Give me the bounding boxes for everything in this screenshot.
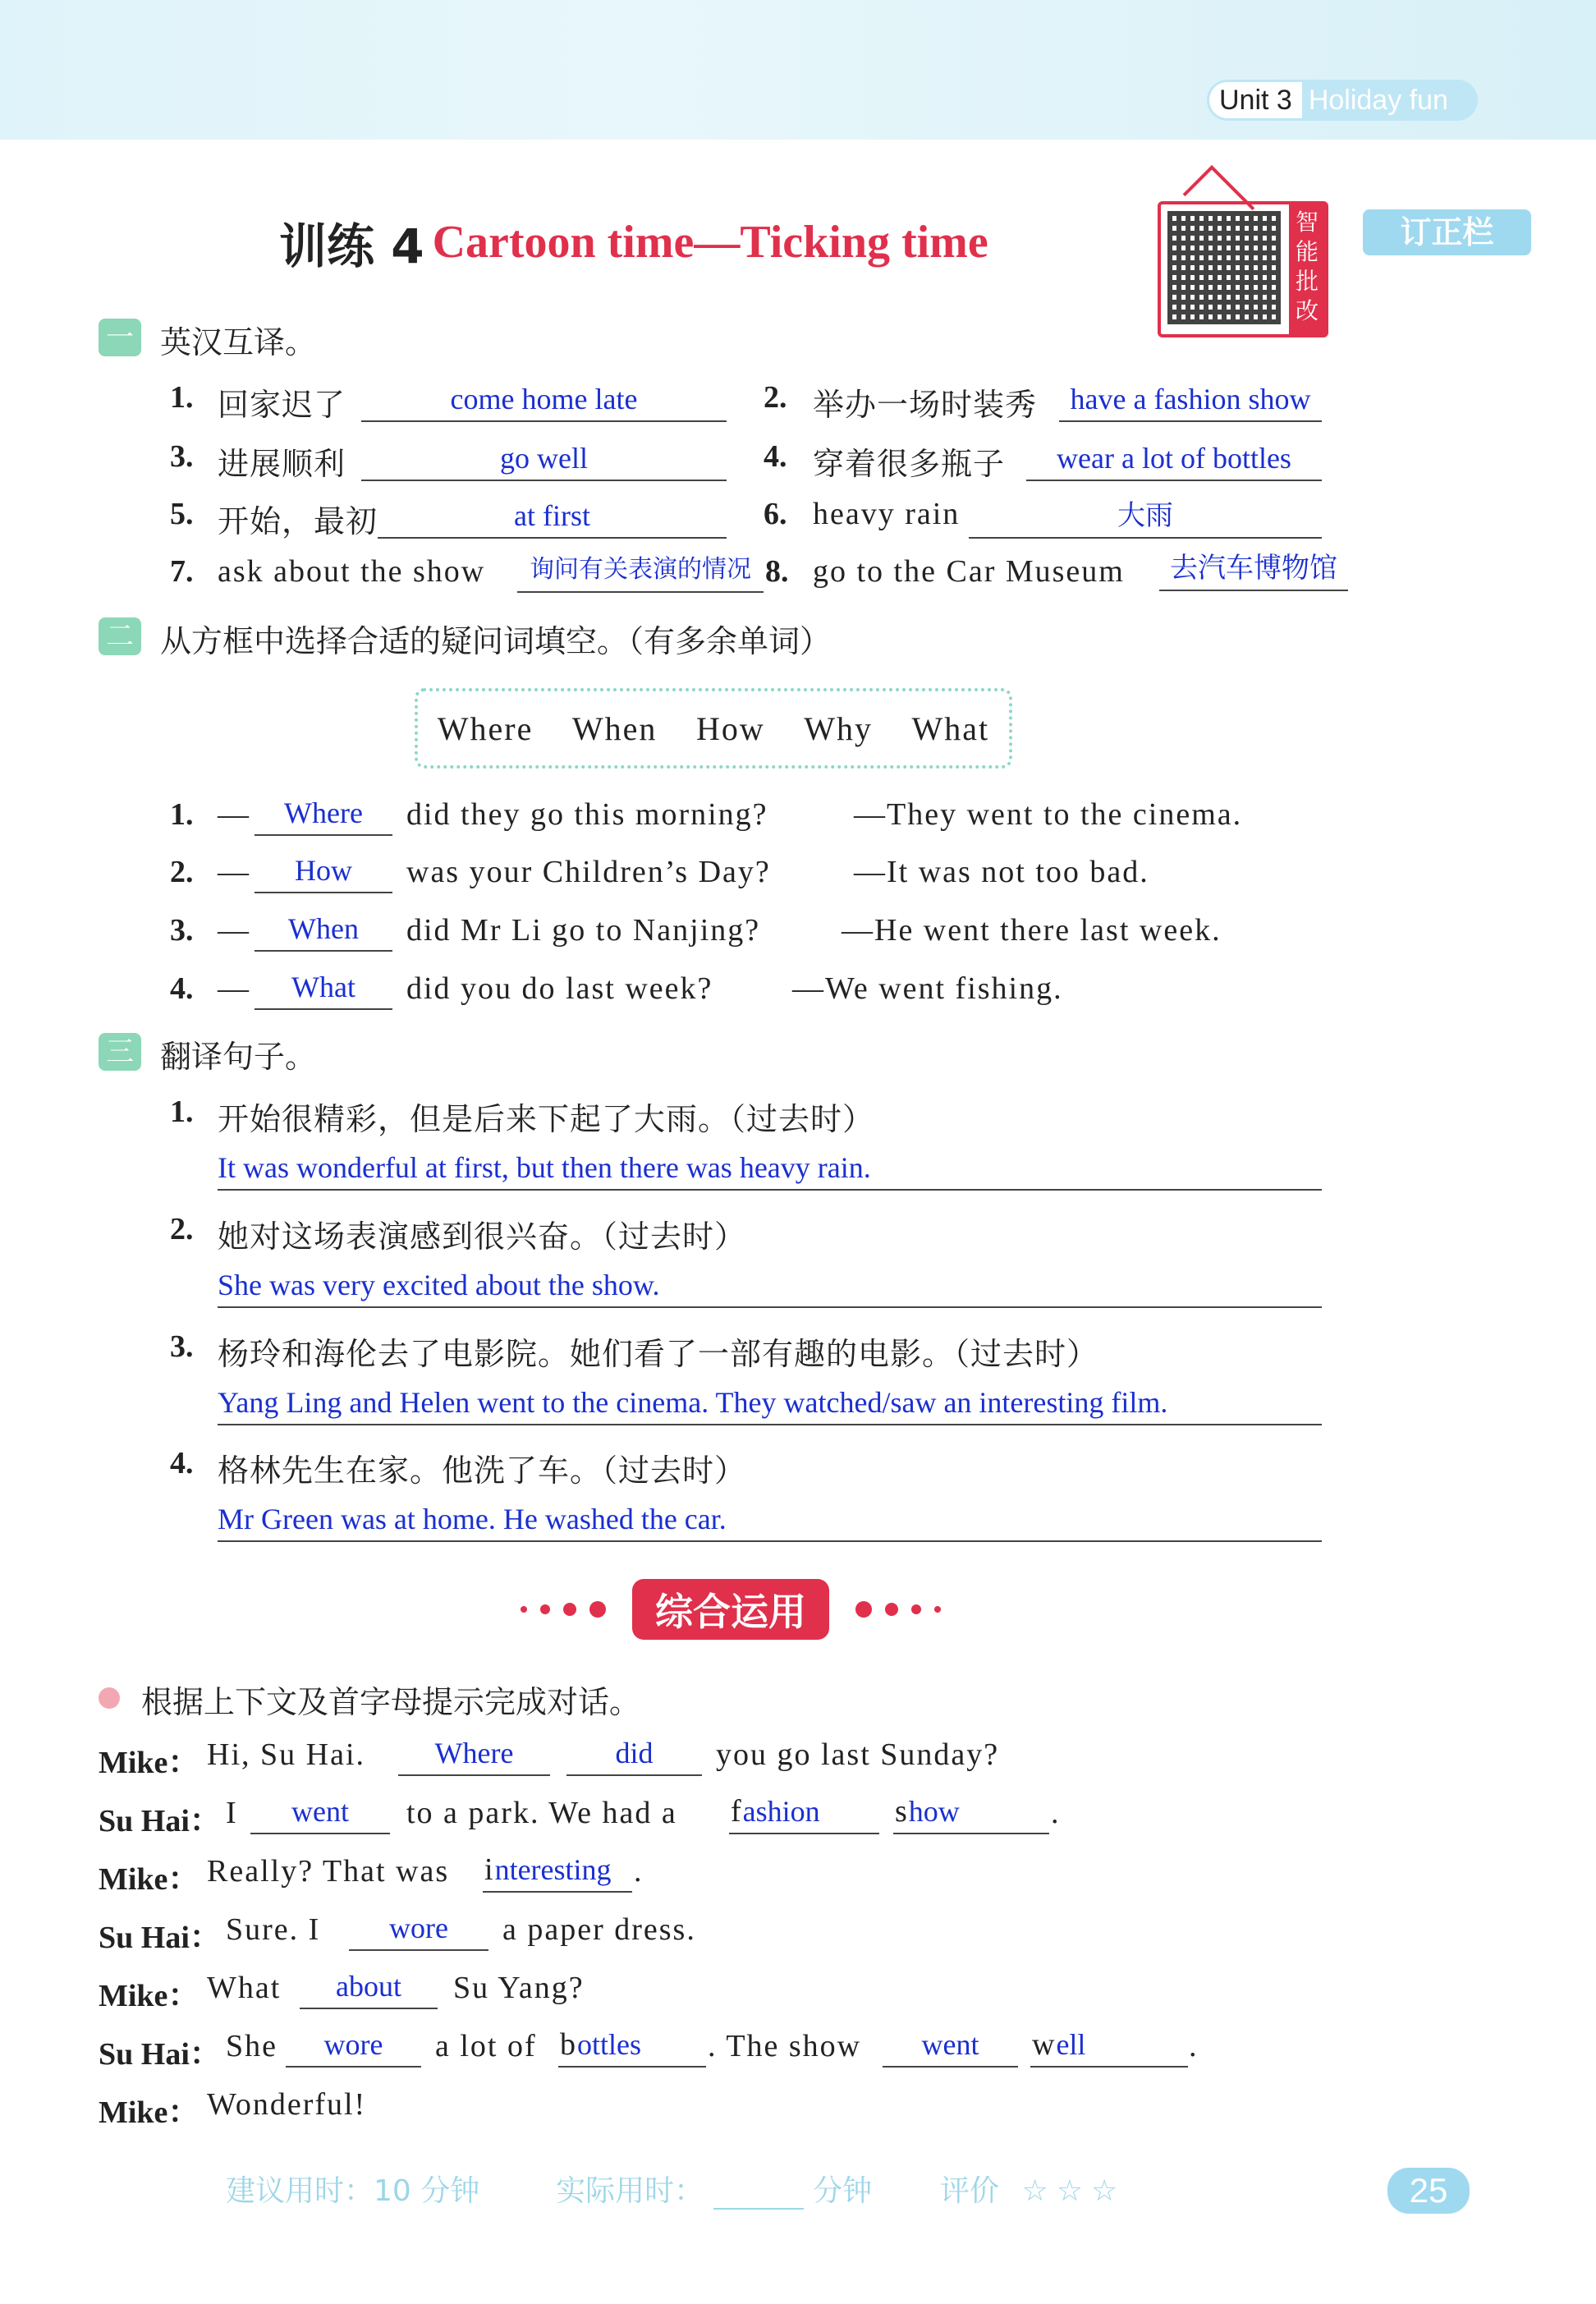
- item-question: did Mr Li go to Nanjing?: [406, 913, 761, 948]
- answer-text: have a fashion show: [1070, 383, 1311, 415]
- answer-blank[interactable]: [517, 552, 764, 593]
- item-question: go to the Car Museum: [813, 554, 1125, 589]
- item-number: 2.: [764, 380, 787, 415]
- minute-label: 分钟: [813, 2174, 873, 2208]
- dialogue-text: .: [1189, 2029, 1199, 2063]
- answer-blank[interactable]: [255, 795, 392, 836]
- item-number: 7.: [170, 554, 194, 589]
- answer-blank[interactable]: [558, 2026, 706, 2068]
- answer-line[interactable]: [218, 1501, 1322, 1542]
- answer-blank[interactable]: [361, 440, 727, 481]
- dialogue-text: . The show: [708, 2029, 862, 2063]
- dialogue-text: to a park. We had a: [406, 1796, 677, 1830]
- answer-blank[interactable]: [250, 1793, 390, 1834]
- section-banner: [427, 1581, 1034, 1638]
- dialogue-text: She: [226, 2029, 277, 2063]
- item-number: 5.: [170, 497, 194, 531]
- decor-dot: [540, 1604, 550, 1614]
- answer-text: When: [288, 912, 359, 945]
- item-number: 1.: [170, 797, 194, 832]
- item-question: did they go this morning?: [406, 797, 768, 832]
- word-option: When: [571, 709, 658, 747]
- dialogue-text: a paper dress.: [502, 1912, 696, 1947]
- item-reply: —They went to the cinema.: [854, 797, 1243, 832]
- item-dash: —: [218, 971, 250, 1006]
- item-question: heavy rain: [813, 497, 961, 531]
- answer-blank[interactable]: [1026, 440, 1322, 481]
- answer-text: 询问有关表演的情况: [530, 555, 751, 584]
- answer-blank[interactable]: [969, 498, 1322, 539]
- item-question: did you do last week?: [406, 971, 713, 1006]
- title-prefix: 训练 4: [279, 218, 424, 274]
- answer-text: 大雨: [1117, 499, 1173, 532]
- hint-letter: i: [484, 1852, 495, 1887]
- answer-text: wear a lot of bottles: [1057, 442, 1291, 475]
- section-title: 从方框中选择合适的疑问词填空。（有多余单词）: [160, 623, 832, 659]
- answer-blank[interactable]: [361, 381, 727, 422]
- word-option: How: [695, 709, 765, 747]
- speaker-name: Mike：: [99, 2095, 200, 2130]
- item-number: 3.: [170, 913, 194, 948]
- speaker-name: Mike：: [99, 1862, 200, 1897]
- unit-title: Holiday fun: [1308, 84, 1448, 116]
- answer-blank[interactable]: [1159, 550, 1348, 591]
- item-number: 6.: [764, 497, 787, 531]
- dialogue-text: Sure. I: [226, 1912, 321, 1947]
- item-question: 格林先生在家。他洗了车。（过去时）: [218, 1453, 747, 1489]
- answer-blank[interactable]: [255, 969, 392, 1010]
- item-question: 举办一场时装秀: [813, 387, 1038, 423]
- hint-letter: f: [731, 1794, 743, 1829]
- answer-blank[interactable]: [300, 1968, 438, 2009]
- item-number: 3.: [170, 439, 194, 474]
- suggested-time: 建议用时：10 分钟: [226, 2174, 480, 2208]
- answer-line[interactable]: [218, 1384, 1322, 1425]
- word-option: What: [911, 709, 990, 747]
- decor-dot: [855, 1601, 872, 1618]
- answer-blank[interactable]: [483, 1852, 632, 1893]
- unit-tag: [1207, 80, 1478, 121]
- answer-text: about: [336, 1970, 401, 2003]
- answer-text: go well: [500, 442, 588, 475]
- rating-stars[interactable]: ☆☆☆: [1021, 2174, 1126, 2208]
- answer-text: went: [921, 2028, 979, 2061]
- answer-text: She was very excited about the show.: [218, 1269, 660, 1301]
- item-number: 4.: [764, 439, 787, 474]
- answer-text: Mr Green was at home. He washed the car.: [218, 1503, 727, 1535]
- dialogue-text: .: [634, 1854, 644, 1889]
- section-number-icon: 二: [99, 617, 141, 655]
- bullet-icon: [99, 1687, 120, 1709]
- item-number: 4.: [170, 971, 194, 1006]
- dialogue-text: you go last Sunday?: [716, 1737, 1000, 1772]
- decor-dot: [934, 1606, 941, 1613]
- speaker-name: Su Hai：: [99, 1921, 221, 1955]
- answer-text: come home late: [450, 383, 638, 415]
- answer-blank[interactable]: [255, 911, 392, 952]
- answer-blank[interactable]: [566, 1735, 702, 1776]
- answer-text: Where: [284, 796, 363, 829]
- word-option: Why: [804, 709, 874, 747]
- item-number: 8.: [765, 554, 789, 589]
- section-title: 翻译句子。: [160, 1039, 317, 1075]
- answer-text: wore: [323, 2028, 383, 2061]
- item-reply: —It was not too bad.: [854, 855, 1149, 889]
- dialogue-text: Really? That was: [207, 1854, 450, 1889]
- speaker-name: Mike：: [99, 1746, 200, 1780]
- decor-dot: [589, 1601, 606, 1618]
- hint-letter: b: [560, 2027, 577, 2062]
- answer-text: 去汽车博物馆: [1170, 552, 1337, 585]
- decor-dot: [521, 1606, 527, 1613]
- section-number-icon: 三: [99, 1033, 141, 1071]
- item-question: 她对这场表演感到很兴奋。（过去时）: [218, 1219, 747, 1255]
- section-title: 英汉互译。: [160, 324, 317, 360]
- answer-text: How: [295, 854, 352, 887]
- answer-blank[interactable]: [349, 1910, 488, 1951]
- title-main: Cartoon time—Ticking time: [432, 217, 988, 268]
- item-question: 开始，最初: [218, 503, 378, 539]
- qr-side-label: 智能批改: [1289, 204, 1325, 334]
- item-dash: —: [218, 797, 250, 832]
- banner-label: 综合运用: [632, 1579, 829, 1640]
- correction-column-label: 订正栏: [1363, 209, 1531, 255]
- decor-dot: [563, 1603, 576, 1616]
- item-reply: —We went fishing.: [792, 971, 1063, 1006]
- answer-text: What: [291, 971, 355, 1003]
- dialogue-text: What: [207, 1971, 282, 2005]
- answer-text: ell: [1056, 2028, 1086, 2061]
- item-number: 1.: [170, 380, 194, 415]
- item-question: 杨玲和海伦去了电影院。她们看了一部有趣的电影。（过去时）: [218, 1336, 1099, 1372]
- dialogue-text: a lot of: [435, 2029, 537, 2063]
- item-question: 回家迟了: [218, 387, 346, 423]
- dialogue-text: .: [1051, 1796, 1061, 1830]
- rating-label: 评价: [940, 2174, 1000, 2208]
- answer-text: Yang Ling and Helen went to the cinema. They watched/saw an interesting film.: [218, 1386, 1168, 1419]
- qr-pattern: [1167, 211, 1281, 324]
- item-question: 进展顺利: [218, 446, 346, 482]
- item-question: ask about the show: [218, 554, 486, 589]
- item-dash: —: [218, 913, 250, 948]
- hint-letter: s: [895, 1794, 909, 1829]
- item-question: was your Children’s Day?: [406, 855, 771, 889]
- dialogue-text: I: [226, 1796, 238, 1830]
- answer-text: at first: [514, 499, 590, 532]
- speaker-name: Mike：: [99, 1979, 200, 2013]
- section-number-icon: 一: [99, 319, 141, 356]
- section-title: 根据上下文及首字母提示完成对话。: [141, 1684, 641, 1720]
- speaker-name: Su Hai：: [99, 1804, 221, 1838]
- answer-blank[interactable]: [378, 498, 727, 539]
- word-box: [415, 688, 1012, 769]
- answer-text: did: [615, 1737, 654, 1769]
- answer-blank[interactable]: [255, 852, 392, 893]
- answer-text: Where: [434, 1737, 514, 1769]
- footer: [226, 2168, 1474, 2225]
- answer-text: wore: [389, 1912, 448, 1944]
- hint-letter: w: [1032, 2027, 1057, 2062]
- item-dash: —: [218, 855, 250, 889]
- unit-label: Unit 3: [1209, 82, 1302, 118]
- item-number: 4.: [170, 1446, 194, 1480]
- answer-text: ottles: [577, 2028, 641, 2061]
- answer-blank[interactable]: [286, 2026, 421, 2068]
- answer-text: ashion: [742, 1795, 820, 1828]
- word-option: Where: [437, 709, 534, 747]
- decor-dot: [885, 1603, 898, 1616]
- decor-dot: [911, 1604, 921, 1614]
- dialogue-text: Hi, Su Hai.: [207, 1737, 365, 1772]
- answer-line[interactable]: [218, 1150, 1322, 1191]
- item-question: 穿着很多瓶子: [813, 446, 1006, 482]
- answer-text: went: [291, 1795, 349, 1828]
- dialogue-text: Wonderful!: [207, 2087, 367, 2122]
- item-number: 2.: [170, 1212, 194, 1246]
- answer-blank[interactable]: [1030, 2026, 1188, 2068]
- answer-blank[interactable]: [893, 1793, 1049, 1834]
- item-question: 开始很精彩，但是后来下起了大雨。（过去时）: [218, 1101, 875, 1137]
- answer-text: It was wonderful at first, but then there was heavy rain.: [218, 1151, 871, 1184]
- item-number: 2.: [170, 855, 194, 889]
- answer-text: how: [908, 1795, 960, 1828]
- item-number: 1.: [170, 1095, 194, 1129]
- page-number: 25: [1387, 2168, 1470, 2214]
- answer-blank[interactable]: [729, 1793, 879, 1834]
- speaker-name: Su Hai：: [99, 2037, 221, 2072]
- page-title: [279, 205, 988, 279]
- answer-blank[interactable]: [1059, 381, 1322, 422]
- item-reply: —He went there last week.: [842, 913, 1222, 948]
- answer-blank[interactable]: [398, 1735, 550, 1776]
- dialogue-text: Su Yang?: [453, 1971, 585, 2005]
- actual-time-blank[interactable]: [713, 2183, 804, 2210]
- qr-code[interactable]: [1158, 201, 1328, 337]
- answer-line[interactable]: [218, 1267, 1322, 1308]
- actual-time-label: 实际用时：: [556, 2174, 704, 2208]
- item-number: 3.: [170, 1329, 194, 1364]
- answer-blank[interactable]: [883, 2026, 1018, 2068]
- answer-text: nteresting: [494, 1853, 612, 1886]
